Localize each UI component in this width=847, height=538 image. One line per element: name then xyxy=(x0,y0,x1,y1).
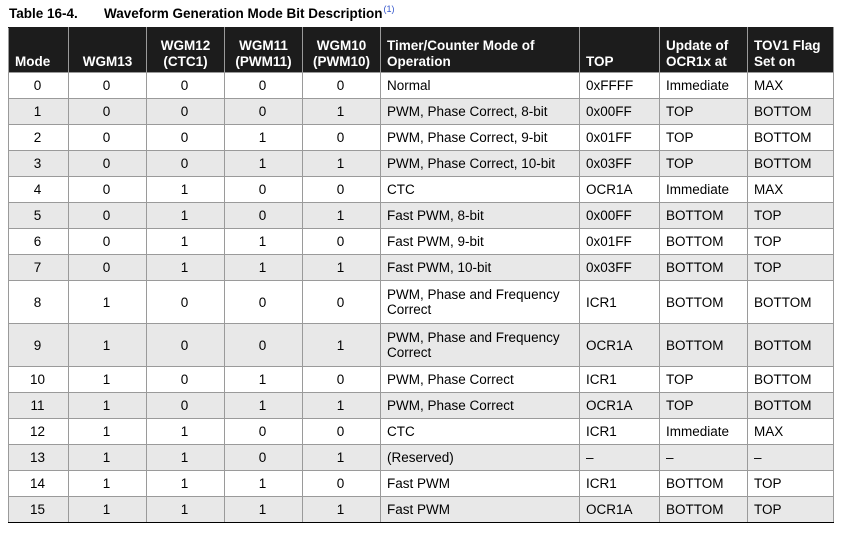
cell-operation: Fast PWM, 8-bit xyxy=(381,203,580,229)
cell-wgm13: 1 xyxy=(69,367,147,393)
cell-wgm10: 0 xyxy=(303,471,381,497)
cell-tov1-flag: TOP xyxy=(748,471,834,497)
cell-operation: PWM, Phase and Frequency Correct xyxy=(381,281,580,324)
cell-top: ICR1 xyxy=(580,367,660,393)
header-mode-of-operation: Timer/Counter Mode of Operation xyxy=(381,28,580,73)
cell-top: 0x00FF xyxy=(580,203,660,229)
cell-top: 0x01FF xyxy=(580,125,660,151)
cell-wgm10: 1 xyxy=(303,445,381,471)
cell-operation: PWM, Phase Correct xyxy=(381,393,580,419)
cell-top: 0x00FF xyxy=(580,99,660,125)
cell-tov1-flag: TOP xyxy=(748,203,834,229)
table-row xyxy=(9,445,834,471)
cell-tov1-flag: TOP xyxy=(748,255,834,281)
cell-update-ocr1x: BOTTOM xyxy=(660,255,748,281)
cell-wgm12: 1 xyxy=(147,203,225,229)
cell-mode: 9 xyxy=(9,324,69,367)
cell-wgm10: 0 xyxy=(303,125,381,151)
cell-operation: PWM, Phase Correct, 8-bit xyxy=(381,99,580,125)
cell-wgm10: 1 xyxy=(303,324,381,367)
cell-top: 0x03FF xyxy=(580,255,660,281)
cell-operation: CTC xyxy=(381,177,580,203)
cell-operation: PWM, Phase Correct, 9-bit xyxy=(381,125,580,151)
cell-wgm11: 1 xyxy=(225,367,303,393)
table-row xyxy=(9,393,834,419)
cell-mode: 0 xyxy=(9,73,69,99)
cell-operation: PWM, Phase Correct, 10-bit xyxy=(381,151,580,177)
header-update-ocr1x: Update of OCR1x at xyxy=(660,28,748,73)
cell-mode: 2 xyxy=(9,125,69,151)
cell-operation: Fast PWM xyxy=(381,471,580,497)
cell-tov1-flag: TOP xyxy=(748,229,834,255)
header-tov1-flag: TOV1 Flag Set on xyxy=(748,28,834,73)
cell-update-ocr1x: BOTTOM xyxy=(660,229,748,255)
cell-update-ocr1x: BOTTOM xyxy=(660,203,748,229)
cell-top: ICR1 xyxy=(580,419,660,445)
cell-mode: 11 xyxy=(9,393,69,419)
cell-wgm12: 0 xyxy=(147,125,225,151)
table-number: Table 16-4. xyxy=(9,6,78,21)
cell-wgm13: 0 xyxy=(69,99,147,125)
cell-operation: PWM, Phase and Frequency Correct xyxy=(381,324,580,367)
cell-top: – xyxy=(580,445,660,471)
cell-update-ocr1x: BOTTOM xyxy=(660,324,748,367)
cell-wgm11: 0 xyxy=(225,281,303,324)
cell-update-ocr1x: TOP xyxy=(660,367,748,393)
cell-wgm10: 0 xyxy=(303,281,381,324)
cell-wgm11: 1 xyxy=(225,125,303,151)
cell-wgm10: 1 xyxy=(303,203,381,229)
cell-mode: 14 xyxy=(9,471,69,497)
cell-mode: 7 xyxy=(9,255,69,281)
cell-wgm10: 1 xyxy=(303,255,381,281)
table-row xyxy=(9,151,834,177)
cell-wgm11: 0 xyxy=(225,177,303,203)
table-row xyxy=(9,367,834,393)
cell-wgm11: 0 xyxy=(225,203,303,229)
footnote-link[interactable]: (1) xyxy=(383,4,395,14)
table-caption xyxy=(9,4,395,21)
cell-wgm11: 1 xyxy=(225,471,303,497)
table-row xyxy=(9,203,834,229)
cell-wgm10: 1 xyxy=(303,99,381,125)
cell-operation: Normal xyxy=(381,73,580,99)
cell-wgm12: 1 xyxy=(147,177,225,203)
cell-mode: 8 xyxy=(9,281,69,324)
table-row xyxy=(9,177,834,203)
header-wgm11: WGM11 (PWM11) xyxy=(225,28,303,73)
header-row xyxy=(9,28,834,73)
header-top: TOP xyxy=(580,28,660,73)
cell-wgm12: 1 xyxy=(147,255,225,281)
cell-operation: Fast PWM, 9-bit xyxy=(381,229,580,255)
cell-wgm13: 0 xyxy=(69,125,147,151)
cell-wgm11: 0 xyxy=(225,324,303,367)
table-row xyxy=(9,255,834,281)
cell-wgm12: 0 xyxy=(147,324,225,367)
header-wgm10: WGM10 (PWM10) xyxy=(303,28,381,73)
cell-wgm12: 0 xyxy=(147,151,225,177)
cell-update-ocr1x: TOP xyxy=(660,99,748,125)
cell-wgm10: 0 xyxy=(303,419,381,445)
cell-wgm11: 0 xyxy=(225,99,303,125)
table-row xyxy=(9,324,834,367)
cell-wgm13: 1 xyxy=(69,393,147,419)
cell-wgm13: 0 xyxy=(69,229,147,255)
cell-tov1-flag: BOTTOM xyxy=(748,324,834,367)
cell-top: ICR1 xyxy=(580,471,660,497)
cell-update-ocr1x: BOTTOM xyxy=(660,471,748,497)
cell-tov1-flag: BOTTOM xyxy=(748,281,834,324)
cell-wgm13: 1 xyxy=(69,445,147,471)
cell-tov1-flag: BOTTOM xyxy=(748,151,834,177)
cell-update-ocr1x: BOTTOM xyxy=(660,497,748,523)
cell-top: OCR1A xyxy=(580,324,660,367)
cell-wgm12: 0 xyxy=(147,367,225,393)
cell-wgm10: 1 xyxy=(303,151,381,177)
table-row xyxy=(9,229,834,255)
cell-wgm10: 0 xyxy=(303,177,381,203)
cell-wgm13: 1 xyxy=(69,419,147,445)
table-body xyxy=(9,73,834,523)
cell-top: 0x03FF xyxy=(580,151,660,177)
cell-top: OCR1A xyxy=(580,177,660,203)
cell-update-ocr1x: – xyxy=(660,445,748,471)
cell-top: ICR1 xyxy=(580,281,660,324)
cell-mode: 15 xyxy=(9,497,69,523)
cell-wgm10: 1 xyxy=(303,497,381,523)
table-row xyxy=(9,125,834,151)
cell-update-ocr1x: Immediate xyxy=(660,73,748,99)
cell-operation: Fast PWM xyxy=(381,497,580,523)
cell-wgm11: 0 xyxy=(225,445,303,471)
cell-wgm13: 0 xyxy=(69,203,147,229)
table-row xyxy=(9,419,834,445)
cell-wgm13: 1 xyxy=(69,497,147,523)
cell-operation: Fast PWM, 10-bit xyxy=(381,255,580,281)
cell-wgm10: 0 xyxy=(303,229,381,255)
header-mode: Mode xyxy=(9,28,69,73)
cell-update-ocr1x: TOP xyxy=(660,151,748,177)
cell-wgm12: 1 xyxy=(147,471,225,497)
cell-wgm11: 1 xyxy=(225,255,303,281)
cell-top: 0x01FF xyxy=(580,229,660,255)
cell-mode: 13 xyxy=(9,445,69,471)
cell-update-ocr1x: Immediate xyxy=(660,177,748,203)
cell-tov1-flag: BOTTOM xyxy=(748,99,834,125)
table-row xyxy=(9,281,834,324)
table-row xyxy=(9,471,834,497)
header-wgm12: WGM12 (CTC1) xyxy=(147,28,225,73)
cell-operation: CTC xyxy=(381,419,580,445)
cell-tov1-flag: MAX xyxy=(748,73,834,99)
cell-wgm10: 0 xyxy=(303,73,381,99)
cell-wgm12: 0 xyxy=(147,73,225,99)
cell-wgm13: 0 xyxy=(69,73,147,99)
cell-wgm11: 1 xyxy=(225,497,303,523)
cell-update-ocr1x: BOTTOM xyxy=(660,281,748,324)
cell-mode: 1 xyxy=(9,99,69,125)
cell-tov1-flag: BOTTOM xyxy=(748,125,834,151)
cell-mode: 10 xyxy=(9,367,69,393)
cell-wgm11: 0 xyxy=(225,419,303,445)
cell-wgm12: 0 xyxy=(147,393,225,419)
cell-wgm12: 1 xyxy=(147,497,225,523)
header-wgm13: WGM13 xyxy=(69,28,147,73)
cell-update-ocr1x: TOP xyxy=(660,125,748,151)
cell-wgm12: 1 xyxy=(147,445,225,471)
cell-mode: 12 xyxy=(9,419,69,445)
cell-tov1-flag: MAX xyxy=(748,419,834,445)
cell-operation: (Reserved) xyxy=(381,445,580,471)
cell-mode: 3 xyxy=(9,151,69,177)
table-row xyxy=(9,73,834,99)
cell-top: 0xFFFF xyxy=(580,73,660,99)
cell-tov1-flag: BOTTOM xyxy=(748,393,834,419)
table-row xyxy=(9,99,834,125)
cell-wgm11: 1 xyxy=(225,393,303,419)
cell-wgm13: 1 xyxy=(69,471,147,497)
cell-wgm13: 1 xyxy=(69,324,147,367)
cell-mode: 6 xyxy=(9,229,69,255)
cell-wgm12: 1 xyxy=(147,419,225,445)
cell-top: OCR1A xyxy=(580,393,660,419)
cell-top: OCR1A xyxy=(580,497,660,523)
cell-wgm13: 0 xyxy=(69,255,147,281)
cell-update-ocr1x: TOP xyxy=(660,393,748,419)
cell-mode: 5 xyxy=(9,203,69,229)
wgm-table xyxy=(8,27,834,523)
cell-wgm13: 0 xyxy=(69,177,147,203)
cell-update-ocr1x: Immediate xyxy=(660,419,748,445)
cell-wgm12: 0 xyxy=(147,99,225,125)
cell-operation: PWM, Phase Correct xyxy=(381,367,580,393)
table-row xyxy=(9,497,834,523)
cell-tov1-flag: – xyxy=(748,445,834,471)
cell-mode: 4 xyxy=(9,177,69,203)
cell-wgm11: 0 xyxy=(225,73,303,99)
cell-wgm12: 1 xyxy=(147,229,225,255)
table-title: Waveform Generation Mode Bit Description xyxy=(104,6,383,21)
cell-tov1-flag: TOP xyxy=(748,497,834,523)
cell-wgm11: 1 xyxy=(225,151,303,177)
cell-wgm13: 0 xyxy=(69,151,147,177)
cell-tov1-flag: BOTTOM xyxy=(748,367,834,393)
cell-wgm12: 0 xyxy=(147,281,225,324)
cell-wgm10: 1 xyxy=(303,393,381,419)
cell-wgm11: 1 xyxy=(225,229,303,255)
cell-wgm13: 1 xyxy=(69,281,147,324)
cell-wgm10: 0 xyxy=(303,367,381,393)
cell-tov1-flag: MAX xyxy=(748,177,834,203)
